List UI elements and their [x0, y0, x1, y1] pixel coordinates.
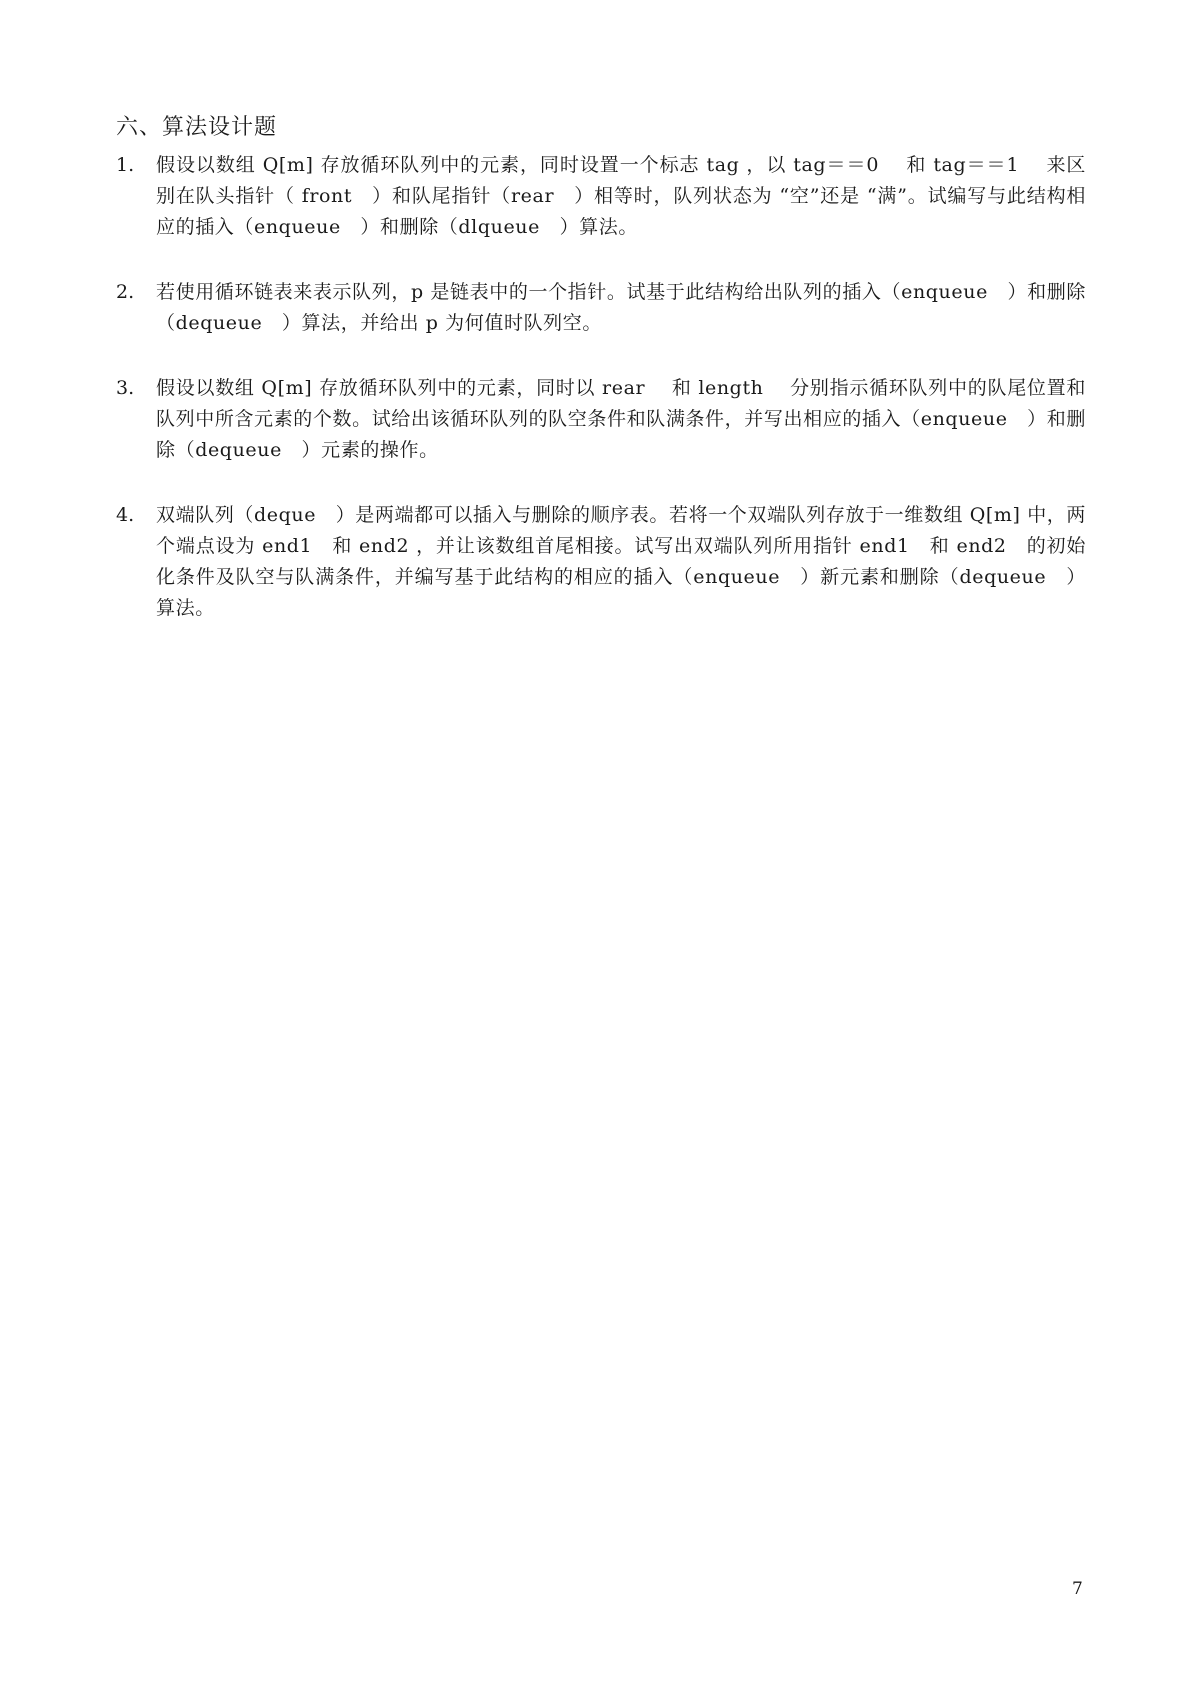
section-heading: 六、算法设计题 — [116, 115, 278, 140]
question-text: 双端队列（deque ）是两端都可以插入与删除的顺序表。若将一个双端队列存放于一维数组 Q[m] 中，两个端点设为 end1 和 end2 ，并让该数组首尾相接。试写出双端队列所用指针 end1 和 end2 的初始化条件及队空与队满条件，并编写基于此结构的相应的插入（enqueue ）新元素和删除（dequeue ）算法。 — [156, 504, 1086, 619]
question-item — [116, 277, 1086, 339]
question-number: 4. — [116, 504, 135, 526]
question-text: 假设以数组 Q[m] 存放循环队列中的元素，同时设置一个标志 tag ，以 tag＝＝0 和 tag＝＝1 来区别在队头指针（ front ）和队尾指针（rear ）相等时，队列状态为 “空”还是 “满”。试编写与此结构相应的插入（enqueue ）和删除（dlqueue ）算法。 — [156, 154, 1086, 238]
question-list — [116, 150, 1086, 658]
question-text: 假设以数组 Q[m] 存放循环队列中的元素，同时以 rear 和 length 分别指示循环队列中的队尾位置和队列中所含元素的个数。试给出该循环队列的队空条件和队满条件，并写出相应的插入（enqueue ）和删除（dequeue ）元素的操作。 — [156, 377, 1086, 461]
question-text: 若使用循环链表来表示队列，p 是链表中的一个指针。试基于此结构给出队列的插入（enqueue ）和删除（dequeue ）算法，并给出 p 为何值时队列空。 — [156, 281, 1086, 334]
question-number: 1. — [116, 154, 135, 176]
question-number: 2. — [116, 281, 135, 303]
question-item — [116, 150, 1086, 243]
question-item — [116, 373, 1086, 466]
question-number: 3. — [116, 377, 135, 399]
question-item — [116, 500, 1086, 624]
page-number: 7 — [1072, 1579, 1083, 1599]
